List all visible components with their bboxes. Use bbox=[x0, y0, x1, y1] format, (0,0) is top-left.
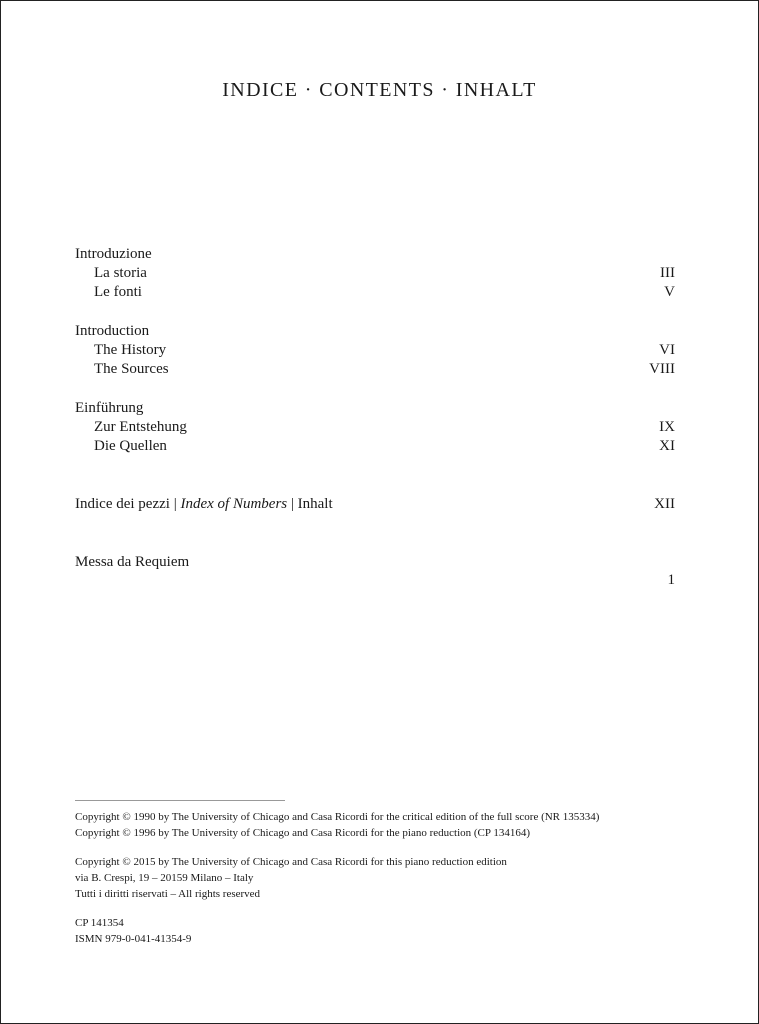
colophon-identifiers bbox=[75, 915, 715, 947]
toc-entry-label bbox=[75, 496, 333, 512]
toc-entry-label: La storia bbox=[94, 265, 147, 281]
toc-main-work-label[interactable]: Messa da Requiem bbox=[75, 554, 190, 570]
copyright-line: Copyright © 1996 by The University of Chicago and Casa Ricordi for the piano reduction (CP 134164) bbox=[75, 827, 531, 839]
index-label-italian: Indice dei pezzi bbox=[75, 496, 170, 512]
copyright-line: Copyright © 1990 by The University of Chicago and Casa Ricordi for the critical edition of the full score (NR 135334) bbox=[75, 811, 600, 823]
colophon-copyrights-earlier bbox=[75, 809, 715, 841]
toc-section-introduction bbox=[75, 322, 675, 379]
toc-entry-page: XII bbox=[654, 496, 675, 512]
toc-section-introduzione bbox=[75, 245, 675, 302]
toc-section-heading: Einführung bbox=[75, 400, 144, 416]
toc-entry-page: IX bbox=[659, 419, 675, 435]
toc-main-work-page-row bbox=[75, 572, 675, 591]
toc-entry-label: Le fonti bbox=[94, 284, 142, 300]
toc-entry-page: 1 bbox=[667, 572, 675, 588]
rights-statement: Tutti i diritti riservati – All rights reserved bbox=[75, 888, 261, 900]
toc-entry-label: The Sources bbox=[94, 361, 169, 377]
toc-entry[interactable] bbox=[75, 341, 675, 360]
toc-entry-page: XI bbox=[659, 438, 675, 454]
index-label-german: Inhalt bbox=[297, 496, 333, 512]
toc-entry[interactable] bbox=[75, 418, 675, 437]
toc-entry[interactable] bbox=[75, 264, 675, 283]
copyright-line: Copyright © 2015 by The University of Chicago and Casa Ricordi for this piano reduction edition bbox=[75, 856, 507, 868]
page-title: INDICE · CONTENTS · INHALT bbox=[222, 79, 537, 101]
ismn-number: ISMN 979-0-041-41354-9 bbox=[75, 933, 192, 945]
toc-entry-page: V bbox=[664, 284, 675, 300]
separator: | bbox=[169, 496, 181, 512]
toc-entry[interactable] bbox=[75, 283, 675, 302]
toc-entry[interactable] bbox=[75, 360, 675, 379]
toc-entry-page: VI bbox=[659, 342, 675, 358]
index-label-english: Index of Numbers bbox=[180, 496, 288, 512]
toc-entry-page: VIII bbox=[649, 361, 675, 377]
toc-section-heading: Introduzione bbox=[75, 246, 152, 262]
toc-section-einfuhrung bbox=[75, 399, 675, 456]
publisher-address: via B. Crespi, 19 – 20159 Milano – Italy bbox=[75, 872, 254, 884]
colophon-divider bbox=[75, 800, 285, 801]
toc-entry[interactable] bbox=[75, 437, 675, 456]
separator: | bbox=[287, 496, 298, 512]
colophon-publisher bbox=[75, 854, 715, 902]
toc-entry-label: Die Quellen bbox=[94, 438, 167, 454]
toc-entry-label: The History bbox=[94, 342, 167, 358]
toc-section-heading: Introduction bbox=[75, 323, 150, 339]
toc-main-work bbox=[75, 553, 675, 591]
toc-entry-label: Zur Entstehung bbox=[94, 419, 187, 435]
toc-entry-page: III bbox=[660, 265, 675, 281]
toc-index-of-numbers bbox=[75, 495, 675, 514]
toc-entry[interactable] bbox=[75, 495, 675, 514]
catalog-number: CP 141354 bbox=[75, 917, 124, 929]
